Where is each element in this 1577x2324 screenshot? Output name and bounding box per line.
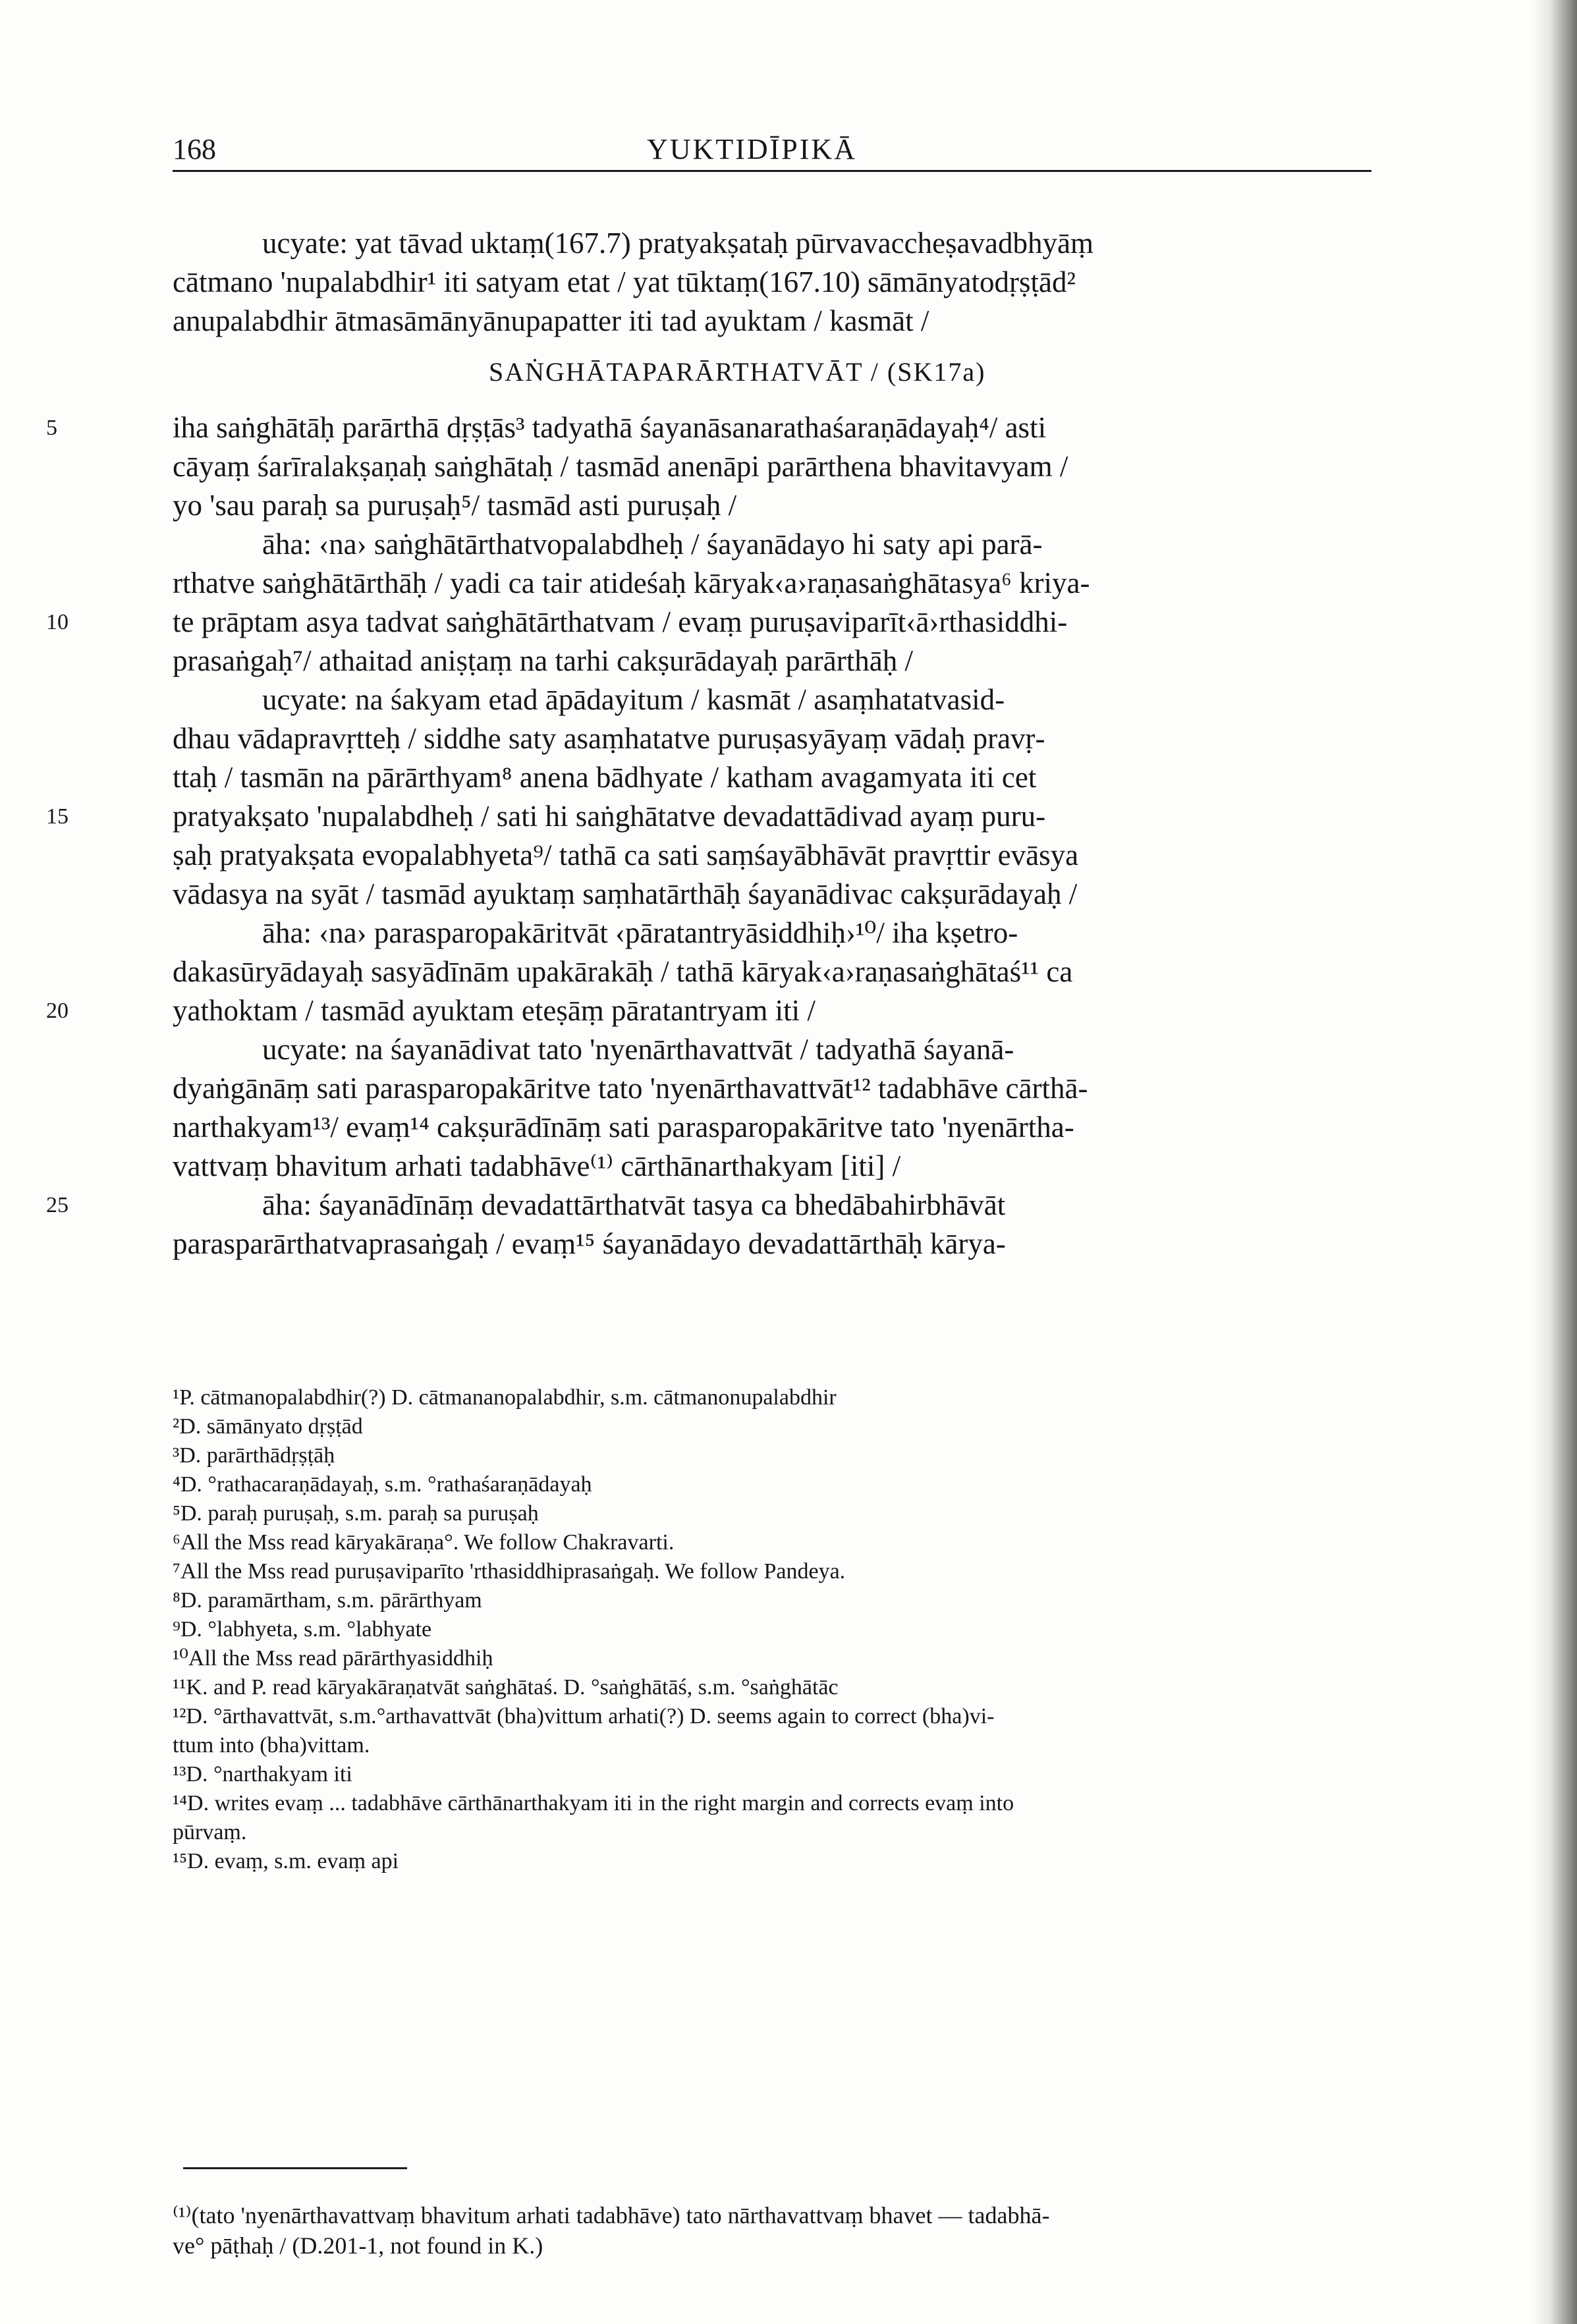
footnote: ²D. sāmānyato dṛṣṭād [173,1414,363,1439]
line-text: iha saṅghātāḥ parārthā dṛṣṭās³ tadyathā śayanāsanarathaśaraṇādayaḥ⁴/ asti [173,411,1047,444]
line-text: dyaṅgānāṃ sati parasparopakāritve tato 'nyenārthavattvāt¹² tadabhāve cārthā- [173,1072,1088,1105]
main-text [46,224,1381,1263]
running-header [173,129,1371,172]
text-line [173,1108,1381,1147]
section-heading [173,352,1381,391]
line-text: dakasūryādayaḥ sasyādīnām upakārakāḥ / tathā kāryak‹a›raṇasaṅghātaś¹¹ ca [173,955,1073,988]
line-number: 10 [46,610,69,634]
text-line [173,447,1381,486]
footnote: ¹P. cātmanopalabdhir(?) D. cātmananopalabdhir, s.m. cātmanonupalabdhir [173,1385,837,1410]
footnote: ¹¹K. and P. read kāryakāraṇatvāt saṅghātaś. D. °saṅghātāś, s.m. °saṅghātāc [173,1675,839,1700]
line-text: pratyakṣato 'nupalabdheḥ / sati hi saṅghātatve devadattādivad ayaṃ puru- [173,800,1046,833]
line-text: prasaṅgaḥ⁷/ athaitad aniṣṭaṃ na tarhi cakṣurādayaḥ parārthāḥ / [173,644,913,677]
page-number: 168 [173,133,216,165]
text-line [173,642,1381,680]
line-text: rthatve saṅghātārthāḥ / yadi ca tair atideśaḥ kāryak‹a›raṇasaṅghātasya⁶ kriya- [173,567,1090,599]
endnote [173,2200,1381,2261]
line-text: ucyate: na śakyam etad āpādayitum / kasmāt / asaṃhatatvasid- [262,683,1005,716]
line-text: te prāptam asya tadvat saṅghātārthatvam / evaṃ puruṣaviparīt‹ā›rthasiddhi- [173,605,1068,638]
footnote: ¹²D. °ārthavattvāt, s.m.°arthavattvāt (bha)vittum arhati(?) D. seems again to correct (bha)vi- [173,1704,995,1729]
text-line [173,263,1381,302]
text-line [173,525,1381,564]
footnote: ⁵D. paraḥ puruṣaḥ, s.m. paraḥ sa puruṣaḥ [173,1501,539,1526]
footnote: ttum into (bha)vittam. [173,1733,370,1757]
text-line [46,408,1381,447]
endnote-line: ⁽¹⁾(tato 'nyenārthavattvaṃ bhavitum arhati tadabhāve) tato nārthavattvaṃ bhavet — tadabhā- [173,2202,1050,2228]
line-text: yathoktam / tasmād ayuktam eteṣāṃ pāratantryam iti / [173,994,816,1027]
line-text: SAṄGHĀTAPARĀRTHATVĀT / (SK17a) [489,357,986,387]
line-text: ttaḥ / tasmān na pārārthyam⁸ anena bādhyate / katham avagamyata iti cet [173,761,1037,794]
line-text: āha: ‹na› saṅghātārthatvopalabdheḥ / śayanādayo hi saty api parā- [262,528,1043,561]
text-line [173,1225,1381,1263]
text-line [173,719,1381,758]
text-line [173,758,1381,797]
footnote: ⁹D. °labhyeta, s.m. °labhyate [173,1617,432,1642]
footnotes [173,1383,1381,1876]
line-text: anupalabdhir ātmasāmānyānupapatter iti tad ayuktam / kasmāt / [173,304,929,337]
line-number: 5 [46,416,57,440]
text-line [46,1186,1381,1225]
footnote: ¹⁴D. writes evaṃ ... tadabhāve cārthānarthakyam iti in the right margin and corrects evaṃ into [173,1791,1014,1815]
text-line [173,1147,1381,1186]
text-line [173,564,1381,603]
footnote: ⁸D. paramārtham, s.m. pārārthyam [173,1588,482,1613]
page-spine-shadow [1531,0,1577,2324]
line-number: 25 [46,1193,69,1217]
text-line [46,991,1381,1030]
text-line [173,875,1381,914]
footnote: ⁴D. °rathacaraṇādayaḥ, s.m. °rathaśaraṇādayaḥ [173,1472,592,1497]
line-number: 20 [46,999,69,1023]
line-text: parasparārthatvaprasaṅgaḥ / evaṃ¹⁵ śayanādayo devadattārthāḥ kārya- [173,1227,1006,1260]
line-text: yo 'sau paraḥ sa puruṣaḥ⁵/ tasmād asti puruṣaḥ / [173,489,737,522]
line-text: dhau vādapravṛtteḥ / siddhe saty asaṃhatatve puruṣasyāyaṃ vādaḥ pravṛ- [173,722,1045,755]
line-text: āha: śayanādīnāṃ devadattārthatvāt tasya ca bhedābahirbhāvāt [262,1188,1006,1221]
line-text: cāyaṃ śarīralakṣaṇaḥ saṅghātaḥ / tasmād anenāpi parārthena bhavitavyam / [173,450,1068,483]
line-text: vattvaṃ bhavitum arhati tadabhāve⁽¹⁾ cārthānarthakyam [iti] / [173,1149,901,1182]
footnote: pūrvaṃ. [173,1820,247,1844]
text-line [173,914,1381,953]
line-text: vādasya na syāt / tasmād ayuktaṃ saṃhatārthāḥ śayanādivac cakṣurādayaḥ / [173,877,1078,910]
line-text: narthakyam¹³/ evaṃ¹⁴ cakṣurādīnāṃ sati parasparopakāritve tato 'nyenārtha- [173,1111,1074,1144]
line-text: ucyate: yat tāvad uktaṃ(167.7) pratyakṣataḥ pūrvavaccheṣavadbhyāṃ [262,227,1093,260]
line-text: ucyate: na śayanādivat tato 'nyenārthavattvāt / tadyathā śayanā- [262,1033,1014,1066]
endnote-separator [183,2167,407,2169]
line-text: āha: ‹na› parasparopakāritvāt ‹pāratantryāsiddhiḥ›¹⁰/ iha kṣetro- [262,916,1018,949]
footnote: ¹⁰All the Mss read pārārthyasiddhiḥ [173,1646,493,1671]
text-line [173,486,1381,525]
line-number: 15 [46,804,69,829]
endnote-line: ve° pāṭhaḥ / (D.201-1, not found in K.) [173,2232,543,2259]
text-line [46,603,1381,642]
footnote: ⁶All the Mss read kāryakāraṇa°. We follow Chakravarti. [173,1530,675,1555]
footnote: ⁷All the Mss read puruṣaviparīto 'rthasiddhiprasaṅgaḥ. We follow Pandeya. [173,1559,846,1584]
line-text: cātmano 'nupalabdhir¹ iti satyam etat / yat tūktaṃ(167.10) sāmānyatodṛṣṭād² [173,265,1076,298]
text-line [173,1069,1381,1108]
text-line [173,953,1381,991]
text-line [173,224,1381,263]
text-line [173,302,1381,341]
text-line [173,680,1381,719]
footnote: ¹³D. °narthakyam iti [173,1762,352,1786]
footnote: ¹⁵D. evaṃ, s.m. evaṃ api [173,1849,399,1873]
running-title: YUKTIDĪPIKĀ [647,133,857,165]
text-line [46,797,1381,836]
text-line [173,1030,1381,1069]
footnote: ³D. parārthādṛṣṭāḥ [173,1443,335,1468]
text-line [173,836,1381,875]
line-text: ṣaḥ pratyakṣata evopalabhyeta⁹/ tathā ca sati saṃśayābhāvāt pravṛttir evāsya [173,839,1079,872]
